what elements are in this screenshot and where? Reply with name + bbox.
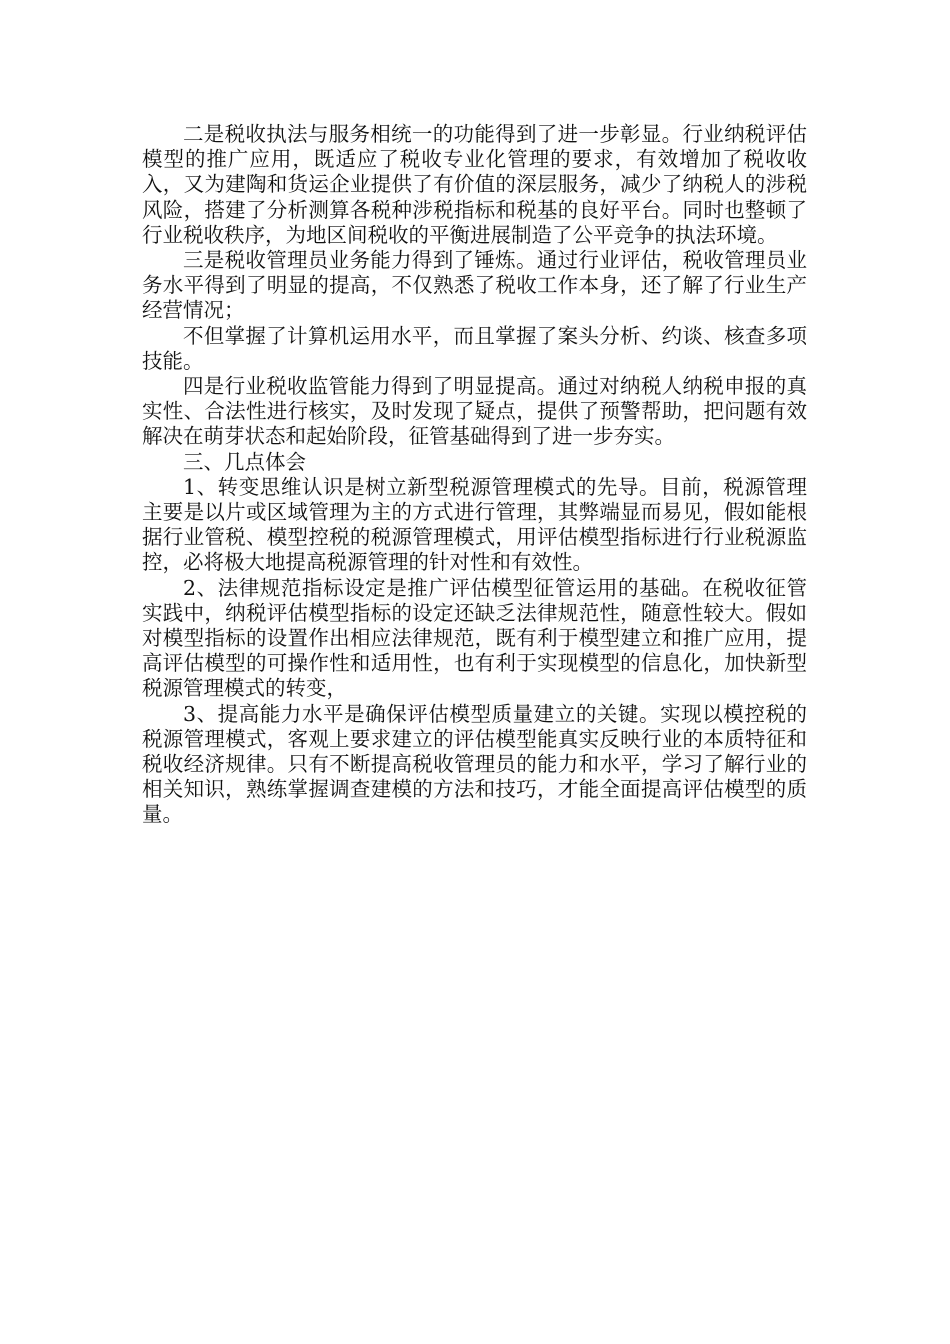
- paragraph-point-1: 1、转变思维认识是树立新型税源管理模式的先导。目前，税源管理主要是以片或区域管理为主的方式进行管理，其弊端显而易见，假如能根据行业管税、模型控税的税源管理模式，用评估模型指标进行行业税源监控，必将极大地提高税源管理的针对性和有效性。: [142, 474, 807, 575]
- section-heading-experience: 三、几点体会: [183, 449, 306, 474]
- paragraph-execution-service: 二是税收执法与服务相统一的功能得到了进一步彰显。行业纳税评估模型的推广应用，既适应了税收专业化管理的要求，有效增加了税收收入，又为建陶和货运企业提供了有价值的深层服务，减少了纳税人的涉税风险，搭建了分析测算各税种涉税指标和税基的良好平台。同时也整顿了行业税收秩序，为地区间税收的平衡进展制造了公平竞争的执法环境。: [142, 122, 807, 247]
- paragraph-point-2: 2、法律规范指标设定是推广评估模型征管运用的基础。在税收征管实践中，纳税评估模型指标的设定还缺乏法律规范性，随意性较大。假如对模型指标的设置作出相应法律规范，既有利于模型建立和推广应用，提高评估模型的可操作性和适用性，也有利于实现模型的信息化，加快新型税源管理模式的转变，: [142, 575, 807, 701]
- document-body: [142, 122, 807, 828]
- paragraph-skills: 不但掌握了计算机运用水平，而且掌握了案头分析、约谈、核查多项技能。: [142, 323, 807, 373]
- paragraph-manager-capability: 三是税收管理员业务能力得到了锤炼。通过行业评估，税收管理员业务水平得到了明显的提高，不仅熟悉了税收工作本身，还了解了行业生产经营情况；: [142, 248, 807, 323]
- paragraph-point-3: 3、提高能力水平是确保评估模型质量建立的关键。实现以模控税的税源管理模式，客观上要求建立的评估模型能真实反映行业的本质特征和税收经济规律。只有不断提高税收管理员的能力和水平，学习了解行业的相关知识，熟练掌握调查建模的方法和技巧，才能全面提高评估模型的质量。: [142, 701, 807, 827]
- paragraph-supervision: 四是行业税收监管能力得到了明显提高。通过对纳税人纳税申报的真实性、合法性进行核实，及时发现了疑点，提供了预警帮助，把问题有效解决在萌芽状态和起始阶段，征管基础得到了进一步夯实。: [142, 374, 807, 449]
